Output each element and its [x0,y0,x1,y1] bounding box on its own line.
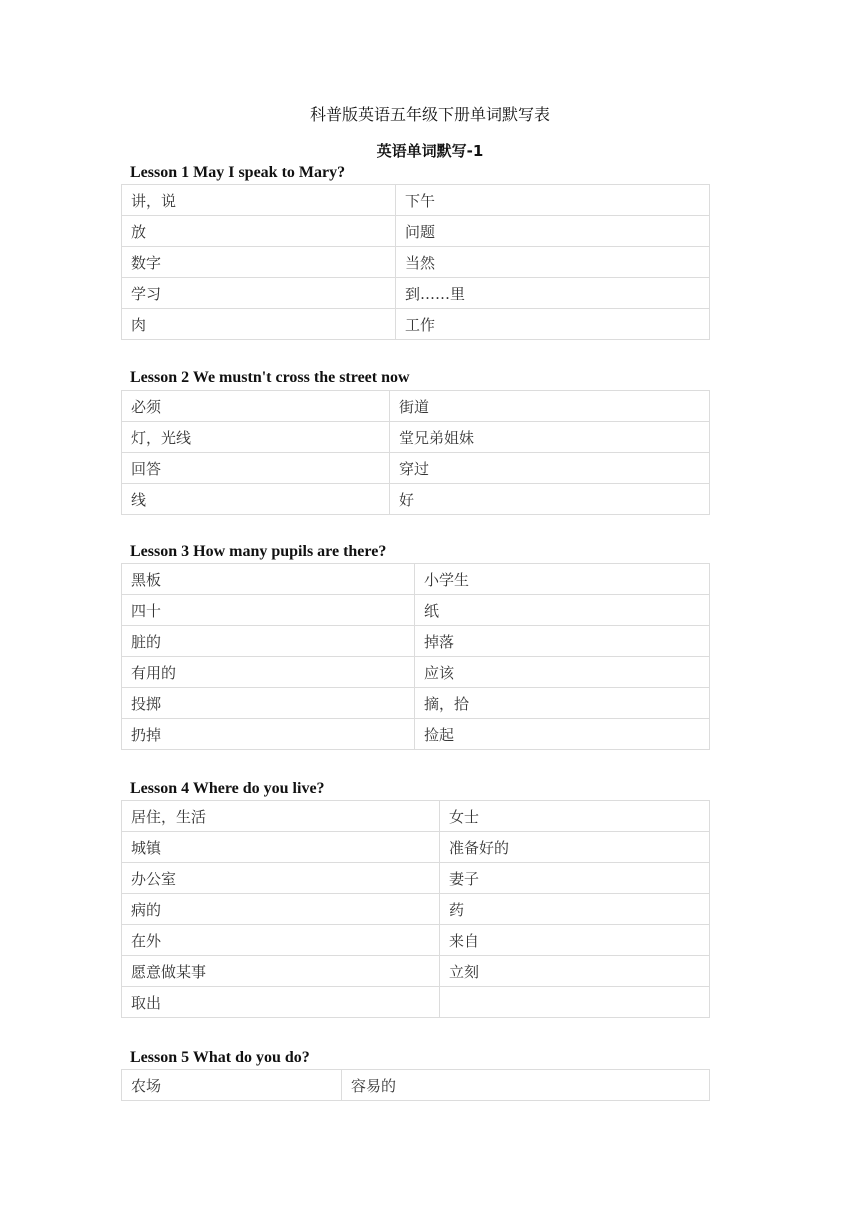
vocab-cell: 容易的 [342,1070,710,1101]
vocab-cell: 取出 [122,987,440,1018]
vocab-cell: 堂兄弟姐妹 [390,422,710,453]
lesson-1-table [121,184,710,340]
vocab-cell: 好 [390,484,710,515]
lesson-5-table [121,1069,710,1101]
vocab-cell: 到……里 [396,278,710,309]
lesson-3-table [121,563,710,750]
vocab-cell: 扔掉 [122,719,415,750]
vocab-cell: 回答 [122,453,390,484]
vocab-cell: 脏的 [122,626,415,657]
lesson-4-table [121,800,710,1018]
vocab-cell: 灯，光线 [122,422,390,453]
table-row [122,894,710,925]
vocab-cell: 纸 [415,595,710,626]
table-row [122,863,710,894]
table-row [122,801,710,832]
vocab-cell: 当然 [396,247,710,278]
table-row [122,247,710,278]
vocab-cell: 准备好的 [440,832,710,863]
vocab-cell: 放 [122,216,396,247]
lesson-1-heading: Lesson 1 May I speak to Mary? [130,164,346,181]
table-row [122,1070,710,1101]
vocab-cell: 应该 [415,657,710,688]
vocab-cell: 在外 [122,925,440,956]
vocab-cell: 下午 [396,185,710,216]
vocab-cell [440,987,710,1018]
lesson-2-heading: Lesson 2 We mustn't cross the street now [130,369,410,386]
table-row [122,595,710,626]
lesson-5-heading: Lesson 5 What do you do? [130,1049,310,1066]
vocab-cell: 来自 [440,925,710,956]
vocab-cell: 数字 [122,247,396,278]
table-row [122,422,710,453]
vocab-cell: 投掷 [122,688,415,719]
vocab-cell: 立刻 [440,956,710,987]
vocab-cell: 有用的 [122,657,415,688]
vocab-cell: 工作 [396,309,710,340]
vocab-cell: 肉 [122,309,396,340]
vocab-cell: 捡起 [415,719,710,750]
table-row [122,564,710,595]
table-row [122,688,710,719]
table-row [122,657,710,688]
table-row [122,719,710,750]
vocab-cell: 居住，生活 [122,801,440,832]
document-title: 科普版英语五年级下册单词默写表 [309,105,550,124]
table-row [122,626,710,657]
table-row [122,185,710,216]
vocab-cell: 城镇 [122,832,440,863]
table-row [122,216,710,247]
vocab-cell: 办公室 [122,863,440,894]
vocab-cell: 讲，说 [122,185,396,216]
vocab-cell: 掉落 [415,626,710,657]
table-row [122,832,710,863]
table-row [122,925,710,956]
table-row [122,391,710,422]
vocab-cell: 穿过 [390,453,710,484]
table-row [122,309,710,340]
vocab-cell: 四十 [122,595,415,626]
lesson-4-heading: Lesson 4 Where do you live? [130,780,325,797]
vocab-cell: 小学生 [415,564,710,595]
vocab-cell: 问题 [396,216,710,247]
lesson-3-heading: Lesson 3 How many pupils are there? [130,543,387,560]
vocab-cell: 妻子 [440,863,710,894]
lesson-2-table [121,390,710,515]
table-row [122,278,710,309]
vocab-cell: 农场 [122,1070,342,1101]
vocab-cell: 线 [122,484,390,515]
table-row [122,453,710,484]
vocab-cell: 药 [440,894,710,925]
document-subtitle: 英语单词默写-1 [376,142,484,160]
vocab-cell: 学习 [122,278,396,309]
vocab-cell: 必须 [122,391,390,422]
vocab-cell: 愿意做某事 [122,956,440,987]
vocab-cell: 病的 [122,894,440,925]
table-row [122,484,710,515]
vocab-cell: 摘，拾 [415,688,710,719]
table-row [122,956,710,987]
vocab-cell: 街道 [390,391,710,422]
table-row [122,987,710,1018]
vocab-cell: 女士 [440,801,710,832]
vocab-cell: 黑板 [122,564,415,595]
